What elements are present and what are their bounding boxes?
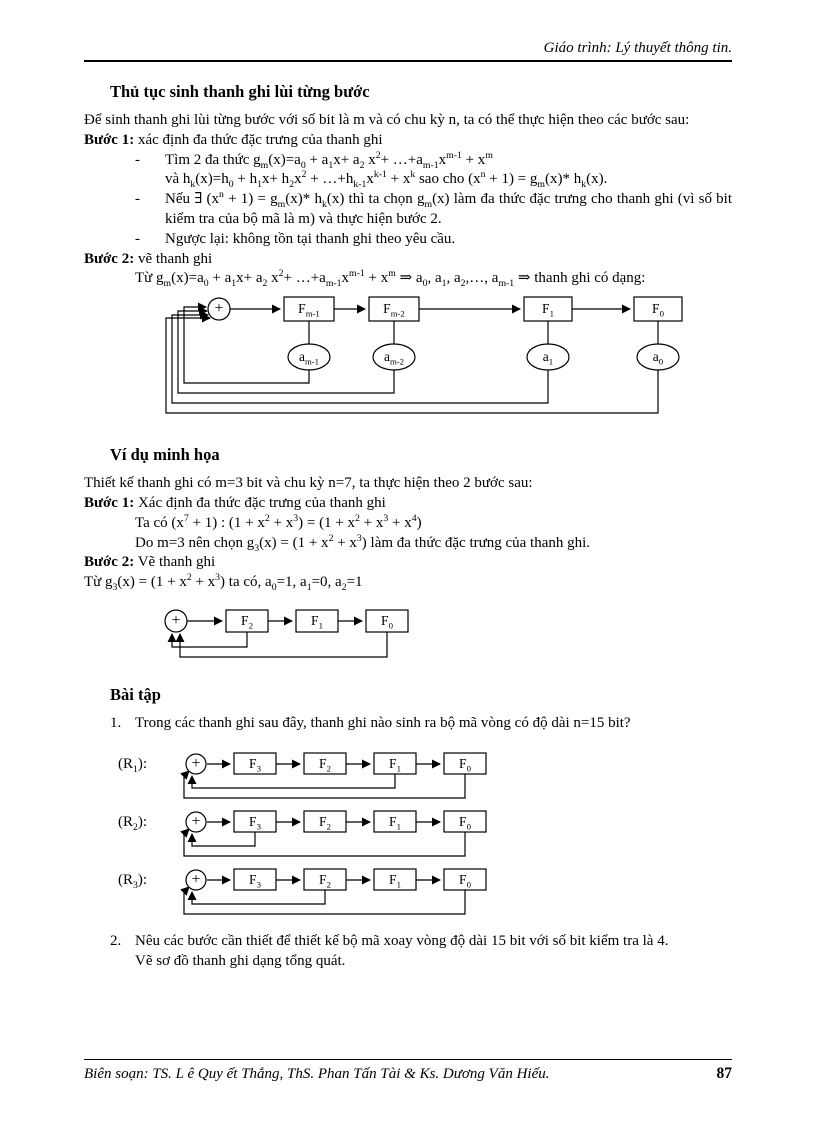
register-row-r1	[118, 748, 732, 804]
register-label-r2: $(R_2)$:	[118, 813, 148, 833]
example-step1-heading	[84, 494, 732, 514]
bullet-item-2	[84, 190, 732, 230]
adder-label: +	[214, 300, 224, 318]
bullet-text	[165, 151, 732, 191]
register-box-label: $F_2$	[319, 871, 331, 890]
register-box-label: $F_{m-2}$	[383, 301, 405, 319]
register-row-r3	[118, 864, 732, 920]
bullet-item-3	[84, 230, 732, 250]
register-diagram-r1	[176, 748, 596, 804]
register-diagram-r2-svg	[176, 806, 596, 862]
step1-label: Bước 1:	[84, 131, 135, 148]
item-number: 2.	[110, 932, 122, 949]
feedback-line	[192, 890, 325, 904]
bullet-text: Ngược lại: không tồn tại thanh ghi theo yêu cầu.	[165, 230, 456, 247]
item-text: Trong các thanh ghi sau đây, thanh ghi nào sinh ra bộ mã vòng có độ dài n=15 bit?	[135, 714, 631, 731]
register-box-label: $F_2$	[319, 755, 331, 774]
register-box-label: $F_1$	[389, 813, 401, 832]
section-heading-example: Ví dụ minh họa	[110, 445, 220, 465]
step2-label: Bước 2:	[84, 554, 135, 571]
step2-heading	[84, 250, 732, 270]
register-box-label: $F_1$	[311, 612, 323, 631]
register-box-label: $F_1$	[389, 871, 401, 890]
register-diagram-r3	[176, 864, 596, 920]
register-box-label: $F_0$	[652, 301, 664, 319]
step1-title: xác định đa thức đặc trưng của thanh ghi	[137, 131, 383, 148]
footer-authors: Biên soạn: TS. L ê Quy ết Thắng, ThS. Phan Tấn Tài & Ks. Dương Văn Hiếu.	[84, 1066, 550, 1082]
register-box-label: $F_0$	[459, 871, 471, 890]
step1-heading	[84, 131, 732, 151]
formula-hk: và $h_k(x)=h_0 + h_1x+ h_2x^2$ + $\dots+h_{k-1}x^{k-1} + x^k$ sao cho $(x^n + 1) = g_m(x)*$ $h_k(x)$.	[165, 169, 608, 191]
register-diagram-r3-svg	[176, 864, 596, 920]
derivation-line: Từ $g_m(x)=a_0 + a_1x+ a_2$ $x^2+$ $\dots+a_{m-1}x^{m-1} + x^m$ ⇒ $a_0$, $a_1$, $a_2,\dots$, $a_{m-1}$ ⇒ thanh ghi có dạng:	[135, 268, 646, 290]
adder-label: +	[191, 812, 201, 830]
example-register-diagram-svg	[148, 605, 468, 665]
feedback-line	[178, 311, 394, 393]
register-box-label: $F_3$	[249, 871, 261, 890]
register-box-label: $F_2$	[241, 612, 253, 631]
step2-title: vẽ thanh ghi	[137, 250, 213, 267]
page-number: 87	[716, 1065, 732, 1082]
register-box-label: $F_1$	[542, 301, 554, 319]
register-diagram-r2	[176, 806, 596, 862]
feedback-line	[166, 318, 658, 413]
step2-label: Bước 2:	[84, 250, 135, 267]
example-step2-heading	[84, 553, 732, 573]
bullet-dash: -	[135, 151, 140, 168]
adder-label: +	[191, 870, 201, 888]
example-register-diagram	[148, 605, 468, 665]
coefficient-label: $a_{m-1}$	[298, 349, 320, 367]
coefficient-label: $a_{m-2}$	[383, 349, 405, 367]
bullet-dash: -	[135, 191, 140, 208]
register-box-label: $F_0$	[381, 612, 393, 631]
register-box-label: $F_2$	[319, 813, 331, 832]
register-label-r3: $(R_3)$:	[118, 871, 148, 891]
adder-label: +	[191, 754, 201, 772]
section-heading-procedure: Thủ tục sinh thanh ghi lùi từng bước	[110, 82, 370, 101]
example-derivation: Từ $g_3(x) = (1 + x^2 + x^3)$ ta có, $a_0=1$, $a_1=0$, $a_2=1$	[84, 572, 363, 594]
adder-label: +	[171, 611, 181, 629]
header-title: Giáo trình: Lý thuyết thông tin.	[543, 40, 732, 56]
procedure-intro: Để sinh thanh ghi lùi từng bước với số bit là m và có chu kỳ n, ta có thể thực hiện theo các bước sau:	[84, 112, 690, 128]
bullet-text: Nếu ∃ $(x^n + 1) = g_m(x)*$ $h_k(x)$ thì ta chọn $g_m(x)$ làm đa thức đặc trưng cho thanh ghi (vì số bit kiểm tra của bộ mã là m) và thực hiện bước 2.	[165, 189, 733, 227]
page-header	[84, 40, 732, 62]
step1-label: Bước 1:	[84, 494, 135, 511]
feedback-line	[192, 832, 255, 846]
exercise-item-2	[110, 932, 732, 972]
feedback-line	[184, 771, 465, 798]
register-box-label: $F_0$	[459, 813, 471, 832]
example-calc1: Ta có $(x^7 + 1)$ : $(1 + x^2 + x^3) = (1 + x^2 + x^3 + x^4)$	[135, 512, 422, 531]
register-row-r2	[118, 806, 732, 862]
exercise-item-1	[110, 714, 732, 734]
formula-gm: Tìm 2 đa thức $g_m(x)=a_0 + a_1x+ a_2$ $x^2+$ $\dots+a_{m-1}x^{m-1} + x^m$	[165, 149, 493, 171]
register-box-label: $F_0$	[459, 755, 471, 774]
example-calc2: Do m=3 nên chọn $g_3(x) = (1 + x^2 + x^3)$ làm đa thức đặc trưng của thanh ghi.	[135, 532, 591, 554]
item-text-line: Vẽ sơ đồ thanh ghi dạng tổng quát.	[135, 952, 346, 969]
coefficient-label: $a_1$	[542, 349, 554, 367]
register-box-label: $F_{m-1}$	[298, 301, 320, 319]
feedback-line	[180, 632, 387, 657]
item-number: 1.	[110, 714, 122, 731]
register-box-label: $F_3$	[249, 813, 261, 832]
page-footer	[84, 1059, 732, 1083]
feedback-line	[172, 632, 247, 647]
bullet-item-1	[84, 151, 732, 191]
bullet-dash: -	[135, 230, 140, 247]
step2-title: Vẽ thanh ghi	[137, 554, 216, 571]
item-text-line: Nêu các bước cần thiết để thiết kế bộ mã xoay vòng độ dài 15 bit với số bit kiểm tra là 4.	[135, 932, 669, 949]
register-label-r1: $(R_1)$:	[118, 755, 148, 775]
item-text	[135, 932, 732, 972]
feedback-line	[184, 829, 465, 856]
coefficient-label: $a_0$	[652, 349, 664, 367]
register-box-label: $F_3$	[249, 755, 261, 774]
example-intro: Thiết kế thanh ghi có m=3 bit và chu kỳ n=7, ta thực hiện theo 2 bước sau:	[84, 475, 533, 492]
general-register-diagram	[144, 295, 744, 425]
feedback-line	[172, 315, 548, 403]
feedback-line	[192, 774, 395, 788]
section-heading-exercises: Bài tập	[110, 684, 161, 704]
step1-title: Xác định đa thức đặc trưng của thanh ghi	[137, 494, 386, 511]
register-box-label: $F_1$	[389, 755, 401, 774]
register-diagram-r1-svg	[176, 748, 596, 804]
